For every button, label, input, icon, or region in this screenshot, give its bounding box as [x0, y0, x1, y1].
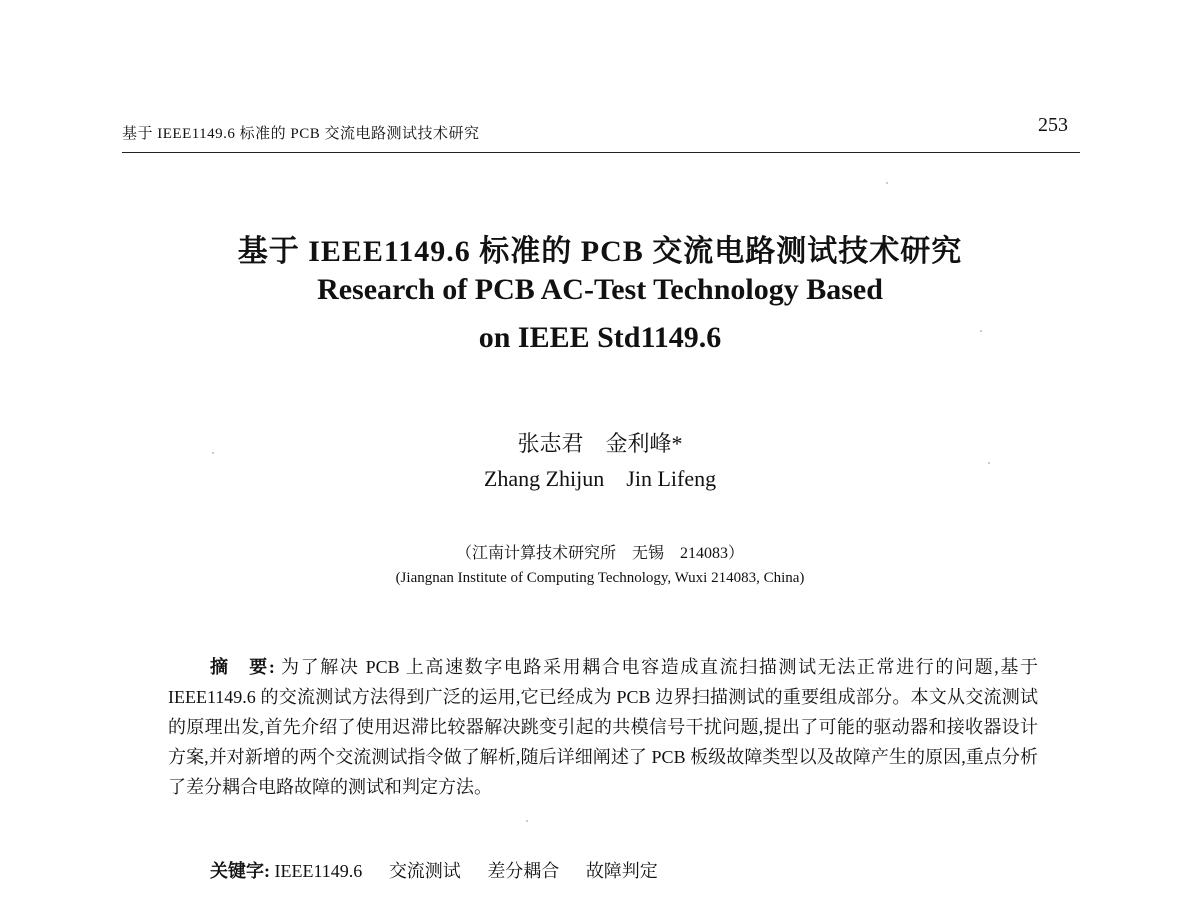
authors-english — [0, 466, 1200, 492]
keyword-item: IEEE1149.6 — [274, 861, 363, 881]
author-1-english: Zhang Zhijun — [483, 466, 605, 491]
keyword-item: 交流测试 — [388, 861, 461, 881]
paper-title-chinese: 基于 IEEE1149.6 标准的 PCB 交流电路测试技术研究 — [237, 235, 963, 268]
affiliation-chinese: （江南计算技术研究所 无锡 214083） — [455, 545, 744, 562]
keywords — [210, 856, 680, 886]
running-header — [122, 112, 1080, 153]
keyword-item: 故障判定 — [585, 861, 658, 881]
keyword-item: 差分耦合 — [487, 861, 560, 881]
author-2-english: Jin Lifeng — [626, 466, 717, 491]
authors-chinese — [0, 427, 1200, 458]
running-title: 基于 IEEE1149.6 标准的 PCB 交流电路测试技术研究 — [122, 126, 480, 142]
scan-speck — [212, 452, 214, 454]
paper-title-english-line-1: Research of PCB AC-Test Technology Based — [317, 273, 883, 306]
author-2-chinese: 金利峰* — [605, 431, 683, 456]
scan-speck — [980, 330, 982, 332]
scan-speck — [526, 820, 528, 822]
scan-speck — [886, 182, 888, 184]
abstract-label: 摘 要: — [210, 657, 275, 677]
abstract-text: 为了解决 PCB 上高速数字电路采用耦合电容造成直流扫描测试无法正常进行的问题,基于 IEEE1149.6 的交流测试方法得到广泛的运用,它已经成为 PCB 边界扫描测试的重要组成部分。本文从交流测试的原理出发,首先介绍了使用迟滞比较器解决跳变引起的共模信号干扰问题,提出了可能的驱动器和接收器设计方案,并对新增的两个交流测试指令做了解析,随后详细阐述了 PCB 板级故障类型以及故障产生的原因,重点分析了差分耦合电路故障的测试和判定方法。 — [168, 657, 1038, 797]
affiliation-english: (Jiangnan Institute of Computing Technology, Wuxi 214083, China) — [395, 570, 805, 586]
keywords-label: 关键字: — [210, 861, 270, 881]
abstract — [168, 652, 1038, 802]
paper-title-english-line-2: on IEEE Std1149.6 — [478, 321, 722, 354]
author-1-chinese: 张志君 — [517, 431, 584, 456]
page-number: 253 — [1038, 114, 1068, 136]
scan-speck — [988, 462, 990, 464]
